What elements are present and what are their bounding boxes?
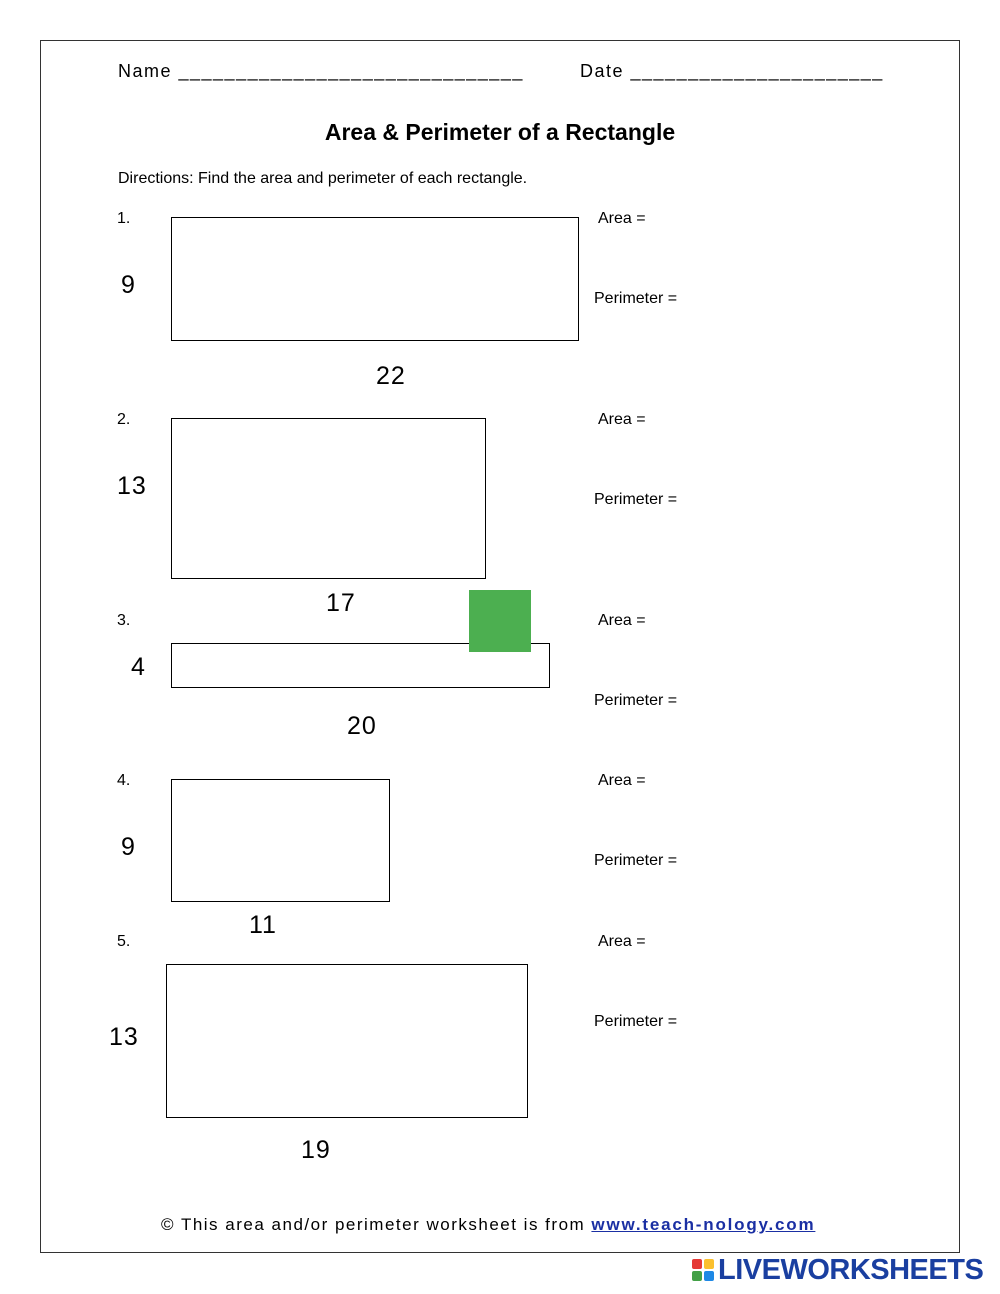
problem-1-height: 9 bbox=[121, 271, 136, 299]
problem-3-perimeter-label: Perimeter = bbox=[594, 692, 678, 709]
page-title: Area & Perimeter of a Rectangle bbox=[324, 119, 676, 145]
problem-1-perimeter-label: Perimeter = bbox=[594, 290, 678, 307]
problem-1-width: 22 bbox=[376, 362, 406, 390]
problem-2-height: 13 bbox=[117, 472, 147, 500]
problem-3-height: 4 bbox=[131, 653, 146, 681]
problem-4-width: 11 bbox=[249, 911, 277, 939]
green-sticker[interactable] bbox=[469, 590, 531, 652]
directions: Directions: Find the area and perimeter of each rectangle. bbox=[118, 170, 528, 187]
liveworksheets-brand[interactable] bbox=[692, 1255, 983, 1285]
liveworksheets-logo-icon bbox=[692, 1259, 714, 1281]
problem-2-width: 17 bbox=[326, 589, 356, 617]
footer-credit bbox=[161, 1215, 815, 1235]
problem-2-area-label: Area = bbox=[598, 411, 646, 428]
problem-5-number: 5. bbox=[117, 933, 131, 950]
problem-4-perimeter-label: Perimeter = bbox=[594, 852, 678, 869]
problem-1-area-label: Area = bbox=[598, 210, 646, 227]
problem-3-area-label: Area = bbox=[598, 612, 646, 629]
problem-5-area-label: Area = bbox=[598, 933, 646, 950]
footer-link[interactable]: www.teach-nology.com bbox=[591, 1215, 816, 1234]
problem-2-perimeter-label: Perimeter = bbox=[594, 491, 678, 508]
problem-1-number: 1. bbox=[117, 210, 131, 227]
problem-5-height: 13 bbox=[109, 1023, 139, 1051]
problem-4-rectangle bbox=[171, 779, 390, 902]
problem-5-width: 19 bbox=[301, 1136, 331, 1164]
footer-text: © This area and/or perimeter worksheet is from bbox=[161, 1215, 586, 1234]
problem-4-height: 9 bbox=[121, 833, 136, 861]
name-field: Name ______________________________ bbox=[118, 61, 524, 81]
problem-2-rectangle bbox=[171, 418, 486, 579]
problem-1-rectangle bbox=[171, 217, 579, 341]
problem-5-perimeter-label: Perimeter = bbox=[594, 1013, 678, 1030]
brand-name: LIVEWORKSHEETS bbox=[718, 1253, 984, 1286]
problem-2-number: 2. bbox=[117, 411, 131, 428]
problem-4-number: 4. bbox=[117, 772, 131, 789]
problem-5-rectangle bbox=[166, 964, 528, 1118]
problem-3-number: 3. bbox=[117, 612, 131, 629]
date-field: Date ______________________ bbox=[580, 61, 884, 81]
problem-4-area-label: Area = bbox=[598, 772, 646, 789]
problem-3-width: 20 bbox=[347, 712, 377, 740]
